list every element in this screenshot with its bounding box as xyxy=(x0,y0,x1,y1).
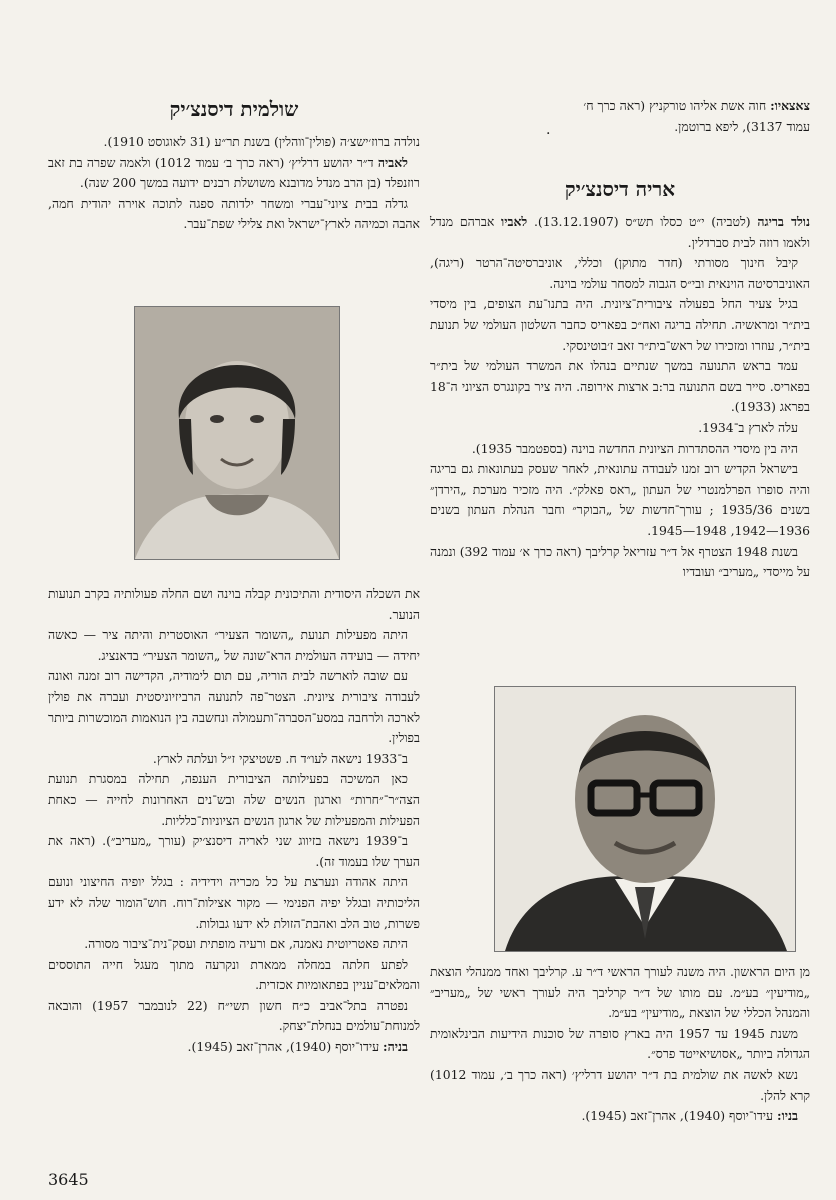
right-intro-line: עמוד 3137), ליפא ברוטמן. xyxy=(674,118,810,134)
bio-paragraph: בשנת 1948 הצטרף אל ד״ר עזריאל קרליבך (ראה כרך א׳ עמוד 392) ונמנה על מייסדי „מעריב״ ועובדיו xyxy=(430,543,810,580)
bio-paragraph: מן היום הראשון. היה משנה לעורך הראשי ד״ר ע. קרליבך ואחד ממנהלי הוצאת „מודיעין״ בע״מ. עם מותו של ד״ר קרליבך היה לעורך ראשי של „מעריב״ והמנהל הכללי של הוצאת „מודיעין״ בע״מ. xyxy=(430,964,810,1021)
portrait-man-graphic xyxy=(495,687,795,951)
portrait-arie-disenchik xyxy=(494,686,796,952)
right-intro-line: צאצאיו: חוה אשת אליהו טורקניץ (ראה כרך ח׳ xyxy=(583,98,810,113)
bio-paragraph: נפטרה בתל־אביב כ״ח חשון תשי״ח (22 לנובמבר 1957) והובאה למנוחת־עולמים בנחלת־יצחק. xyxy=(48,997,420,1034)
bio-paragraph: עם שובה לוארשה לבית הוריה, עם תום לימודיה, הקדישה רוב זמנה ואונה לעבודה ציבורית ציונית. הצטר־פה לתנועה הרביזיוניסטית ועברה את פולין לארכה ולרחבה במסע־הסברה־ותעמולה ונחשבה בין הנואמות המוכשרות ביותר בפולין. xyxy=(48,668,420,746)
bio-paragraph: היתה אהודה ונערצת על כל מכריה וידידיה : בגלל יופיה החיצוני ונועם הליכותיה ובגלל יפיה הפנימי — מקור אצילות־רוח. חוש־הומור שלה לא ידע פשרות, טוב הלב ואהבת־הזולת לא ידעו גבולות. xyxy=(48,874,420,931)
bio-paragraph: עלה לארץ ב־1934. xyxy=(698,419,798,435)
bio-paragraph: היתה פאטריוטית נאמנה, אם ורעיה מופתית ועסק־נית־ציבור מסורה. xyxy=(84,936,408,952)
bio-paragraph: כאן המשיכה בפעילותה הציבורית הענפה, תחילה במסגרת תנועת הצה״ר־״חרות״ וארגון הנשים שלה ובש־נים האחרונות לחייה — כאחת הפעילות והמפעילות של ארגון הנשים הציוניות־כלליות. xyxy=(48,771,420,828)
bio-paragraph: עמד בראש התנועה במשך שנתיים בנהלו את המשרד העולמי של בית״ר בפאריס. סייר בשם התנועה בר:ב ארצות אירופה. היה ציר בקונגרס הציוני ה־18 בפראג (1933). xyxy=(430,358,810,415)
page-number: 3645 xyxy=(48,1170,89,1189)
left-column-continuation xyxy=(48,584,420,1058)
bio-paragraph: לפתע חלתה במחלה ממארת ונקרעה מתוך מעגל חייה התוססים והמלאים־עניין בפתאומיות אכזרית. xyxy=(48,956,420,993)
bio-paragraph: בניה: עידו־יוסף (1940), אהרן־זאב (1945). xyxy=(187,1039,408,1055)
portrait-shulamit-disenchik xyxy=(134,306,340,560)
dot-mark: . xyxy=(546,122,551,138)
bio-paragraph: היתה מפעילות תנועת „השומר הצעיר״ האוסטרית והיתה ציר — כאשה יחידה — בועידה העולמית הרא־שונה של „השומר הצעיר״ בדאנציג. xyxy=(48,627,420,663)
bio-paragraph: היה בין מיסדי ההסתדרות הציונית החדשה בוינה (בספטמבר 1935). xyxy=(471,440,798,456)
heading-shulamit-disenchik: שולמית דיסנצ׳יק xyxy=(169,97,299,121)
bio-paragraph: נולד בריגה (לטביה) י״ט כסלו תש״ס (13.12.1907). לאביו אברהם מנדל ולאמו רוזה לבית סברדלין. xyxy=(430,214,810,250)
bio-paragraph: גדלה בבית ציוני־עברי ומשחר ילדותה ספגה לתוכה אוירה יהודית חמה, אהבה וכמיהה לארץ־ישראל ואת צלילי שפת־עבר. xyxy=(48,195,420,232)
bio-paragraph: נשא לאשה את שולמית בת ד״ר יהושע דרליץ׳ (ראה כרך ב׳, עמוד 1012) קרא להלן. xyxy=(430,1066,810,1103)
bio-paragraph: לאביה ד״ר יהושע דרליץ׳ (ראה כרך ב׳ עמוד 1012) ולאמה שפרה בת זאב רוזנפלד (בן הרב מנדל מדובנא משושלת רבנים ידועה במשך 200 שנה). xyxy=(48,154,420,191)
heading-arie-disenchik: אריה דיסנצ׳יק xyxy=(564,177,676,201)
portrait-woman-graphic xyxy=(135,307,339,559)
right-column-body xyxy=(430,212,810,583)
bio-paragraph: ב־1933 נישאה לעו״ד ח. פשטיצקי ז״ל ועלתה לארץ. xyxy=(152,750,408,766)
bio-paragraph: קיבל חינוך מסורתי (חדר מתוקן) וכללי, אוניברסיטה־הרטר (ריגה), האוניברסיטה הוינאית ובי״ס הגבוה למסחר עולמי בוינה. xyxy=(430,255,810,291)
bio-paragraph: משנת 1945 עד 1957 היה בארץ סופרה של סוכנות הידיעות הבינלאומית הגדולה ביותר „אסושיאייטד פרס״. xyxy=(430,1025,810,1062)
left-column-intro xyxy=(48,132,420,235)
bio-paragraph: את השכלה היסודית והתיכונית קבלה בוינה ושם החלה פעולותיה בקרב תנועות הנוער. xyxy=(48,586,420,622)
bio-paragraph: בניו: עידו־יוסף (1940), אהרן־זאב (1945). xyxy=(581,1108,798,1124)
right-column-continuation xyxy=(430,962,810,1127)
bio-paragraph: ב־1939 נישאה בזיווג שני לאריה דיסנצ׳יק (עורך „מעריב״). (ראה את הערך שלו בעמוד זה). xyxy=(48,833,420,869)
bio-paragraph: בישראל הקדיש רוב זמנו לעבודה עתונאית, לאחר שעסק בעתונאות גם בריגה והיה סופרו הפרלמנטרי של העתון „ראס פאלק״. היה מזכיר מערכת „הירדן״ בשנים 1935/36 ; עורך־חדשות של „הבוקר״ וחבר הנהלת העתון בשנים 1936—1942, 1948—1945. xyxy=(430,461,811,538)
bio-paragraph: נולדה ברוז׳ישצ׳ה (פולין־ווהלין) בשנת תר״ע (31 לאוגוסט 1910). xyxy=(103,134,420,149)
right-column-intro xyxy=(430,96,810,137)
bio-paragraph: בגיל צעיר החל בפעולה ציבורית־ציונית. היה בתנו־עת הצופים, בין מיסדי בית״ר ומראשיה. תחילה בריגה ואח״כ בפאריס כחבר השלטון העולמי של תנועת בית״ר, עוזרו ומזכירו של ראש־בית״ר זאב ז׳בוטינסקי. xyxy=(430,296,810,353)
